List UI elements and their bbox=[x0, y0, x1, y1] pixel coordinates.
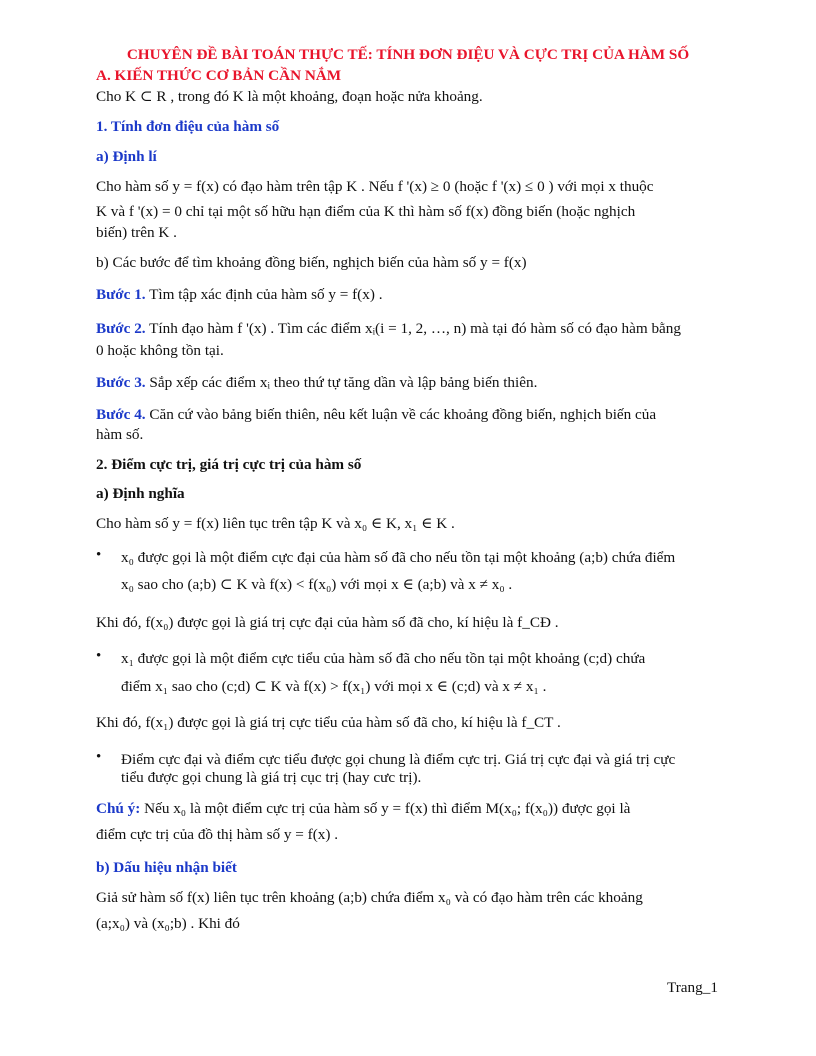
intro-line: Cho K ⊂ R , trong đó K là một khoảng, đoạn hoặc nửa khoảng. bbox=[96, 88, 483, 105]
heading-monotonicity: 1. Tính đơn điệu của hàm số bbox=[96, 118, 280, 135]
step-2-line-2: 0 hoặc không tồn tại. bbox=[96, 342, 224, 359]
step-3-label: Bước 3. bbox=[96, 374, 146, 391]
document-title: CHUYÊN ĐỀ BÀI TOÁN THỰC TẾ: TÍNH ĐƠN ĐIỆU VÀ CỰC TRỊ CỦA HÀM SỐ bbox=[126, 46, 690, 63]
bullet-1-glyph: • bbox=[96, 547, 102, 563]
step-4-line-2: hàm số. bbox=[96, 426, 144, 443]
note-line-1: Nếu x₀ là một điểm cực trị của hàm số y = f(x) thì điểm M(x₀; f(x₀)) được gọi là bbox=[144, 800, 631, 817]
bullet-2-line-1: x₁ được gọi là một điểm cực tiểu của hàm số đã cho nếu tồn tại một khoảng (c;d) chứa bbox=[121, 650, 646, 667]
note bbox=[96, 798, 720, 819]
bullet-2-glyph: • bbox=[96, 648, 102, 664]
section-a-heading: A. KIẾN THỨC CƠ BẢN CẦN NẮM bbox=[96, 67, 342, 84]
bullet-2-line-2: điểm x₁ sao cho (c;d) ⊂ K và f(x) > f(x₁) với mọi x ∈ (c;d) và x ≠ x₁ . bbox=[121, 678, 547, 695]
step-4 bbox=[96, 404, 720, 425]
definition-intro: Cho hàm số y = f(x) liên tục trên tập K và x₀ ∈ K, x₁ ∈ K . bbox=[96, 515, 455, 532]
bullet-1-line-1: x₀ được gọi là một điểm cực đại của hàm số đã cho nếu tồn tại một khoảng (a;b) chứa điểm bbox=[121, 549, 676, 566]
step-2-line-1: Tính đạo hàm f '(x) . Tìm các điểm xᵢ(i = 1, 2, …, n) mà tại đó hàm số có đạo hàm bằng bbox=[149, 320, 681, 337]
bullet-3-line-2: tiểu được gọi chung là giá trị cục trị (hay cưc trị). bbox=[121, 769, 422, 786]
sign-line-1: Giả sử hàm số f(x) liên tục trên khoảng (a;b) chứa điểm x₀ và có đạo hàm trên các khoảng bbox=[96, 889, 643, 906]
step-4-line-1: Căn cứ vào bảng biến thiên, nêu kết luận về các khoảng đồng biến, nghịch biến của bbox=[149, 406, 657, 423]
theorem-line-2: K và f '(x) = 0 chỉ tại một số hữu hạn điểm của K thì hàm số f(x) đồng biến (hoặc nghịch bbox=[96, 203, 636, 220]
step-1-text: Tìm tập xác định của hàm số y = f(x) . bbox=[149, 286, 383, 303]
step-2 bbox=[96, 318, 720, 339]
heading-definition: a) Định nghĩa bbox=[96, 485, 185, 502]
bullet-3-line-1: Điểm cực đại và điểm cực tiểu được gọi chung là điểm cực trị. Giá trị cực đại và giá trị cực bbox=[121, 751, 676, 768]
step-1 bbox=[96, 284, 720, 305]
note-line-2: điểm cực trị của đồ thị hàm số y = f(x) . bbox=[96, 826, 339, 843]
bullet-1-line-2: x₀ sao cho (a;b) ⊂ K và f(x) < f(x₀) với mọi x ∈ (a;b) và x ≠ x₀ . bbox=[121, 576, 513, 593]
theorem-line-3: biến) trên K . bbox=[96, 224, 177, 241]
heading-recognition: b) Dấu hiệu nhận biết bbox=[96, 859, 237, 876]
heading-extrema: 2. Điểm cực trị, giá trị cực trị của hàm số bbox=[96, 456, 362, 473]
theorem-line-1: Cho hàm số y = f(x) có đạo hàm trên tập K . Nếu f '(x) ≥ 0 (hoặc f '(x) ≤ 0 ) với mọi x thuộc bbox=[96, 178, 654, 195]
step-3-text: Sắp xếp các điểm xᵢ theo thứ tự tăng dần và lập bảng biến thiên. bbox=[149, 374, 538, 391]
step-4-label: Bước 4. bbox=[96, 406, 146, 423]
bullet-3-glyph: • bbox=[96, 749, 102, 765]
step-1-label: Bước 1. bbox=[96, 286, 146, 303]
khi-do-maximum: Khi đó, f(x₀) được gọi là giá trị cực đại của hàm số đã cho, kí hiệu là f_CĐ . bbox=[96, 614, 559, 631]
note-label: Chú ý: bbox=[96, 800, 141, 817]
heading-theorem: a) Định lí bbox=[96, 148, 157, 165]
steps-intro: b) Các bước để tìm khoảng đồng biến, nghịch biến của hàm số y = f(x) bbox=[96, 254, 527, 271]
khi-do-minimum: Khi đó, f(x₁) được gọi là giá trị cực tiểu của hàm số đã cho, kí hiệu là f_CT . bbox=[96, 714, 561, 731]
sign-line-2: (a;x₀) và (x₀;b) . Khi đó bbox=[96, 915, 240, 932]
page-number: Trang_1 bbox=[667, 979, 718, 996]
step-3 bbox=[96, 372, 720, 393]
step-2-label: Bước 2. bbox=[96, 320, 146, 337]
